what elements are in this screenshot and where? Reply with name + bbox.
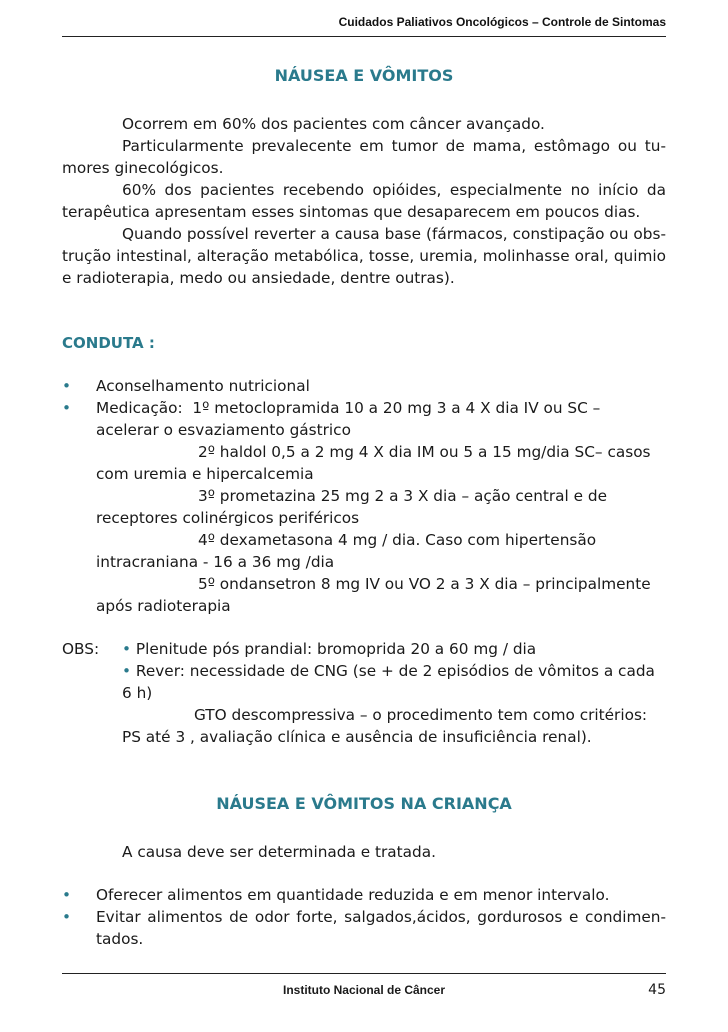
page-number: 45 [648, 982, 666, 998]
paragraph: Particularmente prevalecente em tumor de mama, estômago ou tu-mores ginecológicos. [62, 137, 666, 177]
medication-4: 4º dexametasona 4 mg / dia. Caso com hipertensão intracraniana - 16 a 36 mg /dia [96, 531, 597, 571]
obs-line: • Plenitude pós prandial: bromoprida 20 a 60 mg / dia [122, 640, 537, 658]
bullet-icon: • [62, 886, 72, 904]
running-header: Cuidados Paliativos Oncológicos – Controle de Sintomas [338, 15, 666, 29]
obs-line: • Rever: necessidade de CNG (se + de 2 episódios de vômitos a cada 6 h) [122, 662, 655, 702]
medication-3: 3º prometazina 25 mg 2 a 3 X dia – ação central e de receptores colinérgicos periféricos [96, 487, 608, 527]
paragraph: 60% dos pacientes recebendo opióides, especialmente no início da terapêutica apresentam esses sintomas que desaparecem em poucos dias. [62, 181, 666, 221]
bullet-icon: • [62, 908, 72, 926]
medication-5: 5º ondansetron 8 mg IV ou VO 2 a 3 X dia – principalmente após radioterapia [96, 575, 651, 615]
section-title: NÁUSEA E VÔMITOS [274, 66, 454, 85]
conduta-heading: CONDUTA : [62, 334, 155, 352]
paragraph: Ocorrem em 60% dos pacientes com câncer avançado. [122, 115, 545, 133]
obs-label: OBS: [62, 640, 100, 658]
obs-block [62, 638, 666, 748]
medication-1: Medicação: 1º metoclopramida 10 a 20 mg 3 a 4 X dia IV ou SC – acelerar o esvaziamento gástrico [96, 399, 601, 439]
header-rule [62, 36, 666, 37]
list-item: • Evitar alimentos de odor forte, salgados,ácidos, gordurosos e condimen-tados. [62, 908, 666, 948]
list-item: • Oferecer alimentos em quantidade reduzida e em menor intervalo. [62, 886, 610, 904]
bullet-icon: • [62, 399, 72, 417]
footer-institution: Instituto Nacional de Câncer [282, 983, 446, 997]
medication-list-item [62, 397, 666, 617]
bullet-icon: • [62, 377, 72, 395]
paragraph: Quando possível reverter a causa base (fármacos, constipação ou obs-trução intestinal, alteração metabólica, tosse, uremia, molinhasse oral, quimio e radioterapia, medo ou ansiedade, dentre outras). [62, 225, 666, 287]
obs-line: GTO descompressiva – o procedimento tem como critérios: PS até 3 , avaliação clínica e ausência de insuficiência renal). [122, 706, 648, 746]
medication-2: 2º haldol 0,5 a 2 mg 4 X dia IM ou 5 a 15 mg/dia SC– casos com uremia e hipercalcemia [96, 443, 651, 483]
section-title: NÁUSEA E VÔMITOS NA CRIANÇA [216, 794, 512, 813]
footer-rule [62, 973, 666, 974]
list-item: • Aconselhamento nutricional [62, 377, 310, 395]
paragraph: A causa deve ser determinada e tratada. [122, 843, 436, 861]
